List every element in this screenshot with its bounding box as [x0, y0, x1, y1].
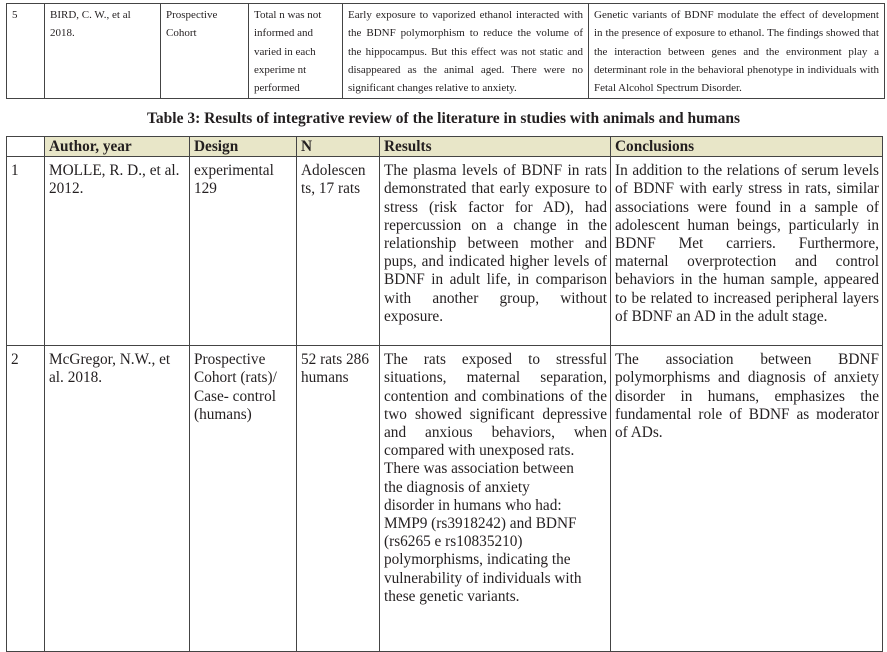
results-table	[6, 136, 883, 652]
design-cell: Prospective Cohort (rats)/ Case- control (humans)	[190, 346, 297, 652]
author-cell: McGregor, N.W., et al. 2018.	[45, 346, 190, 652]
n-cell: 52 rats 286 humans	[297, 346, 380, 652]
table-header-row	[7, 137, 883, 157]
table-row	[7, 346, 883, 652]
header-design: Design	[190, 137, 297, 157]
row-index: 5	[7, 4, 45, 99]
header-conclusions: Conclusions	[611, 137, 883, 157]
n-cell: Total n was not informed and varied in each experime nt performed	[249, 4, 343, 99]
header-results: Results	[380, 137, 611, 157]
header-n: N	[297, 137, 380, 157]
table-row	[7, 4, 885, 99]
author-cell: MOLLE, R. D., et al. 2012.	[45, 157, 190, 346]
author-cell: BIRD, C. W., et al 2018.	[45, 4, 161, 99]
conclusions-cell: Genetic variants of BDNF modulate the effect of development in the presence of exposure to ethanol. The findings showed that the interaction between genes and the environment play a determinant role in the behavioral phenotype in individuals with Fetal Alcohol Spectrum Disorder.	[589, 4, 885, 99]
conclusions-cell: In addition to the relations of serum levels of BDNF with early stress in rats, similar associations were found in a sample of adolescent human beings, particularly in BDNF Met carriers. Furthermore, maternal overprotection and control behaviors in the human sample, appeared to be related to increased peripheral layers of BDNF an AD in the adult stage.	[611, 157, 883, 346]
design-cell: Prospective Cohort	[161, 4, 249, 99]
row-index: 2	[7, 346, 45, 652]
results-paragraph-humans: There was association between the diagnosis of anxiety disorder in humans who had: MMP9 (rs3918242) and BDNF (rs6265 e rs10835210) polymorphisms, indicating the vulnerability of individuals with these genetic variants.	[384, 460, 582, 605]
results-cell: Early exposure to vaporized ethanol interacted with the BDNF polymorphism to reduce the volume of the hippocampus. But this effect was not static and disappeared as the animal aged. There were no significant changes relative to anxiety.	[343, 4, 589, 99]
results-paragraph-rats: The rats exposed to stressful situations, maternal separation, contention and combinations of the two showed significant depressive and anxious behaviors, when compared with unexposed rats.	[384, 351, 607, 460]
header-author: Author, year	[45, 137, 190, 157]
conclusions-cell: The association between BDNF polymorphisms and diagnosis of anxiety disorder in humans, emphasizes the fundamental role of BDNF as moderator of ADs.	[611, 346, 883, 652]
results-cell	[380, 346, 611, 652]
n-cell: Adolescen ts, 17 rats	[297, 157, 380, 346]
results-cell: The plasma levels of BDNF in rats demonstrated that early exposure to stress (risk factor for AD), had repercussion on a change in the relationship between mother and pups, and indicated higher levels of BDNF in adult life, in comparison with another group, without exposure.	[380, 157, 611, 346]
table-row	[7, 157, 883, 346]
header-index	[7, 137, 45, 157]
previous-table	[6, 3, 885, 99]
row-index: 1	[7, 157, 45, 346]
table-caption: Table 3: Results of integrative review of the literature in studies with animals and humans	[146, 110, 741, 127]
design-cell: experimental 129	[190, 157, 297, 346]
